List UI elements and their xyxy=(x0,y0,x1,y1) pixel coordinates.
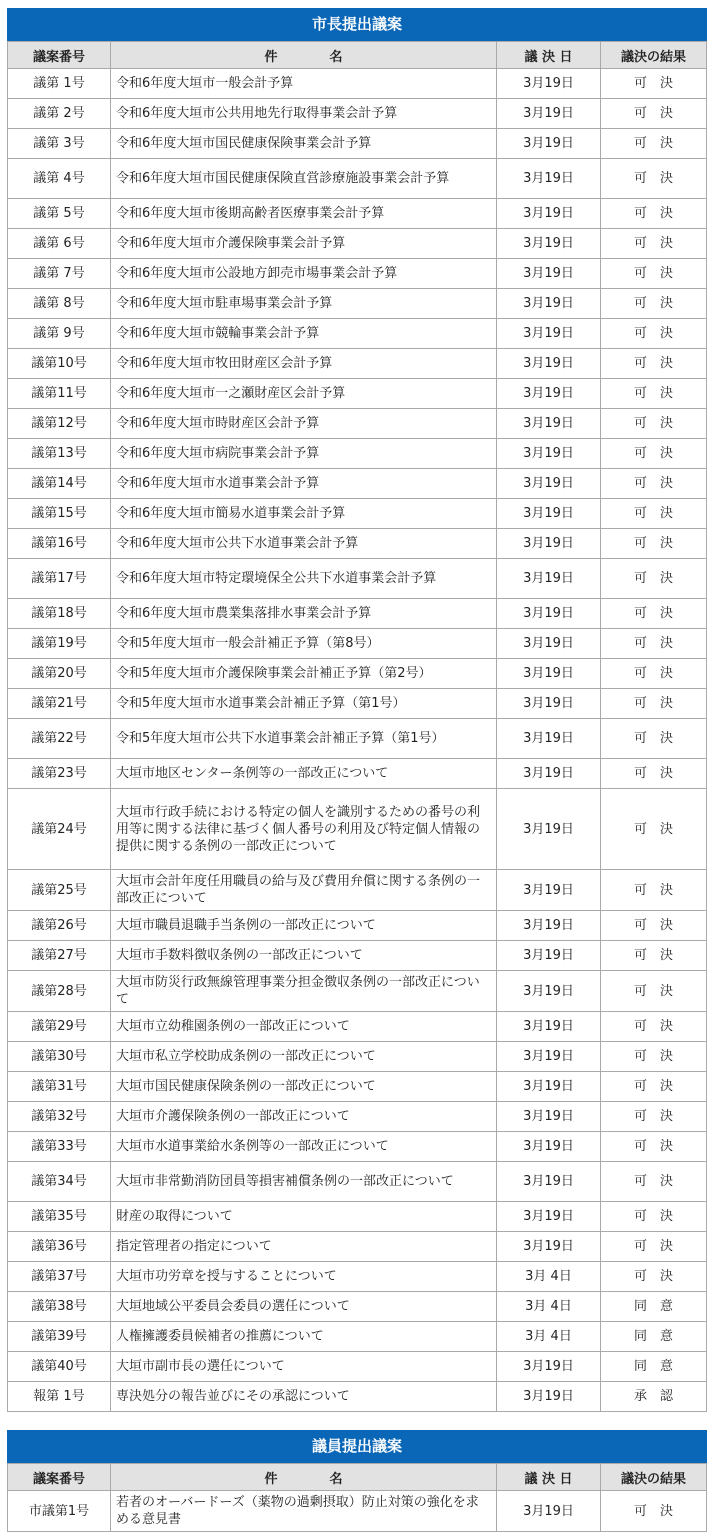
table-row xyxy=(8,689,707,719)
resolution-date: 3月19日 xyxy=(497,69,601,99)
table-row xyxy=(8,319,707,349)
bill-number: 議第18号 xyxy=(8,599,111,629)
table-row xyxy=(8,1491,707,1532)
bill-title: 令和5年度大垣市一般会計補正予算（第8号） xyxy=(111,629,497,659)
table-row xyxy=(8,870,707,911)
bill-number: 議第 5号 xyxy=(8,199,111,229)
resolution-date: 3月19日 xyxy=(497,229,601,259)
bill-number: 議第 1号 xyxy=(8,69,111,99)
table-row xyxy=(8,1072,707,1102)
resolution-date: 3月19日 xyxy=(497,719,601,759)
header-number: 議案番号 xyxy=(8,42,111,69)
bill-number: 議第28号 xyxy=(8,971,111,1012)
table-row xyxy=(8,911,707,941)
resolution-date: 3月19日 xyxy=(497,289,601,319)
resolution-date: 3月19日 xyxy=(497,911,601,941)
bill-number: 議第31号 xyxy=(8,1072,111,1102)
bill-title: 令和5年度大垣市水道事業会計補正予算（第1号） xyxy=(111,689,497,719)
table-row xyxy=(8,499,707,529)
bill-number: 議第19号 xyxy=(8,629,111,659)
bill-title: 大垣地域公平委員会委員の選任について xyxy=(111,1292,497,1322)
table-row xyxy=(8,469,707,499)
bill-number: 議第24号 xyxy=(8,789,111,870)
resolution-date: 3月 4日 xyxy=(497,1262,601,1292)
resolution-result: 可 決 xyxy=(601,229,707,259)
bill-title: 若者のオーバードーズ（薬物の過剰摂取）防止対策の強化を求める意見書 xyxy=(111,1491,497,1532)
bill-number: 議第23号 xyxy=(8,759,111,789)
resolution-result: 可 決 xyxy=(601,941,707,971)
header-row xyxy=(8,42,707,69)
table-row xyxy=(8,559,707,599)
resolution-date: 3月19日 xyxy=(497,469,601,499)
resolution-date: 3月19日 xyxy=(497,1202,601,1232)
table-row xyxy=(8,1262,707,1292)
bill-number: 議第11号 xyxy=(8,379,111,409)
resolution-result: 可 決 xyxy=(601,439,707,469)
header-date: 議 決 日 xyxy=(497,1464,601,1491)
resolution-result: 可 決 xyxy=(601,379,707,409)
mayor-bills-table xyxy=(7,8,707,1412)
resolution-date: 3月 4日 xyxy=(497,1322,601,1352)
bill-number: 議第 9号 xyxy=(8,319,111,349)
bill-number: 議第26号 xyxy=(8,911,111,941)
bill-title: 令和6年度大垣市後期高齢者医療事業会計予算 xyxy=(111,199,497,229)
bill-number: 議第37号 xyxy=(8,1262,111,1292)
resolution-date: 3月19日 xyxy=(497,559,601,599)
bill-title: 令和6年度大垣市国民健康保険事業会計予算 xyxy=(111,129,497,159)
resolution-result: 可 決 xyxy=(601,69,707,99)
bill-number: 議第13号 xyxy=(8,439,111,469)
resolution-date: 3月19日 xyxy=(497,319,601,349)
bill-title: 令和6年度大垣市競輪事業会計予算 xyxy=(111,319,497,349)
resolution-date: 3月19日 xyxy=(497,349,601,379)
resolution-result: 可 決 xyxy=(601,689,707,719)
table-row xyxy=(8,629,707,659)
resolution-result: 可 決 xyxy=(601,971,707,1012)
bill-number: 議第38号 xyxy=(8,1292,111,1322)
table-row xyxy=(8,789,707,870)
resolution-result: 可 決 xyxy=(601,529,707,559)
resolution-result: 同 意 xyxy=(601,1292,707,1322)
bill-number: 議第30号 xyxy=(8,1042,111,1072)
resolution-date: 3月19日 xyxy=(497,1232,601,1262)
member-bills-heading: 議員提出議案 xyxy=(7,1430,707,1463)
mayor-bills-body xyxy=(8,69,707,1412)
table-row xyxy=(8,69,707,99)
resolution-date: 3月19日 xyxy=(497,409,601,439)
bill-title: 専決処分の報告並びにその承認について xyxy=(111,1382,497,1412)
resolution-result: 可 決 xyxy=(601,159,707,199)
bill-number: 議第17号 xyxy=(8,559,111,599)
resolution-result: 可 決 xyxy=(601,349,707,379)
bill-title: 大垣市水道事業給水条例等の一部改正について xyxy=(111,1132,497,1162)
resolution-date: 3月19日 xyxy=(497,1162,601,1202)
resolution-result: 可 決 xyxy=(601,719,707,759)
bill-title: 大垣市立幼稚園条例の一部改正について xyxy=(111,1012,497,1042)
resolution-date: 3月19日 xyxy=(497,529,601,559)
table-row xyxy=(8,759,707,789)
bill-title: 令和6年度大垣市公共下水道事業会計予算 xyxy=(111,529,497,559)
resolution-date: 3月19日 xyxy=(497,439,601,469)
resolution-date: 3月19日 xyxy=(497,1102,601,1132)
bill-title: 大垣市行政手続における特定の個人を識別するための番号の利用等に関する法律に基づく個人番号の利用及び特定個人情報の提供に関する条例の一部改正について xyxy=(111,789,497,870)
resolution-result: 可 決 xyxy=(601,759,707,789)
resolution-date: 3月19日 xyxy=(497,129,601,159)
bill-number: 議第39号 xyxy=(8,1322,111,1352)
resolution-result: 可 決 xyxy=(601,911,707,941)
resolution-date: 3月19日 xyxy=(497,1382,601,1412)
bill-number: 議第27号 xyxy=(8,941,111,971)
resolution-result: 可 決 xyxy=(601,499,707,529)
table-row xyxy=(8,349,707,379)
table-row xyxy=(8,99,707,129)
bill-title: 財産の取得について xyxy=(111,1202,497,1232)
resolution-result: 可 決 xyxy=(601,129,707,159)
resolution-result: 同 意 xyxy=(601,1322,707,1352)
resolution-date: 3月19日 xyxy=(497,599,601,629)
bill-number: 議第 3号 xyxy=(8,129,111,159)
resolution-date: 3月19日 xyxy=(497,941,601,971)
header-row xyxy=(8,1464,707,1491)
bill-title: 人権擁護委員候補者の推薦について xyxy=(111,1322,497,1352)
resolution-date: 3月19日 xyxy=(497,789,601,870)
bill-title: 大垣市功労章を授与することについて xyxy=(111,1262,497,1292)
table-row xyxy=(8,1132,707,1162)
bill-title: 大垣市会計年度任用職員の給与及び費用弁償に関する条例の一部改正について xyxy=(111,870,497,911)
bill-title: 大垣市防災行政無線管理事業分担金徴収条例の一部改正について xyxy=(111,971,497,1012)
table-row xyxy=(8,409,707,439)
bill-title: 大垣市職員退職手当条例の一部改正について xyxy=(111,911,497,941)
bill-number: 議第 8号 xyxy=(8,289,111,319)
resolution-result: 可 決 xyxy=(601,1232,707,1262)
table-row xyxy=(8,719,707,759)
resolution-result: 可 決 xyxy=(601,1042,707,1072)
table-row xyxy=(8,599,707,629)
resolution-result: 承 認 xyxy=(601,1382,707,1412)
table-row xyxy=(8,971,707,1012)
resolution-date: 3月19日 xyxy=(497,159,601,199)
header-number: 議案番号 xyxy=(8,1464,111,1491)
bill-number: 議第16号 xyxy=(8,529,111,559)
resolution-result: 可 決 xyxy=(601,659,707,689)
member-bills-body xyxy=(8,1491,707,1532)
bill-number: 議第29号 xyxy=(8,1012,111,1042)
resolution-result: 可 決 xyxy=(601,1262,707,1292)
bill-title: 令和6年度大垣市簡易水道事業会計予算 xyxy=(111,499,497,529)
resolution-result: 可 決 xyxy=(601,259,707,289)
resolution-result: 可 決 xyxy=(601,319,707,349)
resolution-date: 3月19日 xyxy=(497,379,601,409)
bill-number: 報第 1号 xyxy=(8,1382,111,1412)
table-row xyxy=(8,439,707,469)
bill-number: 議第35号 xyxy=(8,1202,111,1232)
resolution-date: 3月19日 xyxy=(497,629,601,659)
bill-title: 令和6年度大垣市駐車場事業会計予算 xyxy=(111,289,497,319)
resolution-date: 3月 4日 xyxy=(497,1292,601,1322)
table-row xyxy=(8,1292,707,1322)
table-row xyxy=(8,1012,707,1042)
table-row xyxy=(8,379,707,409)
bill-title: 令和6年度大垣市病院事業会計予算 xyxy=(111,439,497,469)
table-row xyxy=(8,289,707,319)
resolution-result: 可 決 xyxy=(601,599,707,629)
bill-title: 令和6年度大垣市介護保険事業会計予算 xyxy=(111,229,497,259)
header-title: 件 名 xyxy=(111,1464,497,1491)
resolution-result: 可 決 xyxy=(601,469,707,499)
bill-title: 令和6年度大垣市牧田財産区会計予算 xyxy=(111,349,497,379)
resolution-result: 同 意 xyxy=(601,1352,707,1382)
bill-number: 議第12号 xyxy=(8,409,111,439)
bill-number: 議第 7号 xyxy=(8,259,111,289)
bill-number: 議第 2号 xyxy=(8,99,111,129)
member-bills-table xyxy=(7,1430,707,1532)
resolution-date: 3月19日 xyxy=(497,199,601,229)
bill-number: 議第40号 xyxy=(8,1352,111,1382)
bill-title: 令和6年度大垣市国民健康保険直営診療施設事業会計予算 xyxy=(111,159,497,199)
table-row xyxy=(8,199,707,229)
bill-title: 大垣市手数料徴収条例の一部改正について xyxy=(111,941,497,971)
bill-title: 令和5年度大垣市介護保険事業会計補正予算（第2号） xyxy=(111,659,497,689)
bill-title: 大垣市介護保険条例の一部改正について xyxy=(111,1102,497,1132)
bill-title: 令和6年度大垣市時財産区会計予算 xyxy=(111,409,497,439)
table-row xyxy=(8,1042,707,1072)
resolution-date: 3月19日 xyxy=(497,99,601,129)
table-row xyxy=(8,659,707,689)
bill-title: 大垣市副市長の選任について xyxy=(111,1352,497,1382)
resolution-date: 3月19日 xyxy=(497,1491,601,1532)
bill-number: 議第 6号 xyxy=(8,229,111,259)
resolution-result: 可 決 xyxy=(601,559,707,599)
bill-title: 大垣市私立学校助成条例の一部改正について xyxy=(111,1042,497,1072)
resolution-result: 可 決 xyxy=(601,870,707,911)
table-row xyxy=(8,941,707,971)
resolution-result: 可 決 xyxy=(601,1012,707,1042)
table-row xyxy=(8,1232,707,1262)
resolution-result: 可 決 xyxy=(601,99,707,129)
table-row xyxy=(8,529,707,559)
table-row xyxy=(8,1382,707,1412)
resolution-result: 可 決 xyxy=(601,199,707,229)
bill-number: 議第10号 xyxy=(8,349,111,379)
bill-number: 議第22号 xyxy=(8,719,111,759)
bill-number: 議第20号 xyxy=(8,659,111,689)
bill-title: 令和6年度大垣市公設地方卸売市場事業会計予算 xyxy=(111,259,497,289)
resolution-result: 可 決 xyxy=(601,1102,707,1132)
table-row xyxy=(8,259,707,289)
resolution-result: 可 決 xyxy=(601,1202,707,1232)
resolution-result: 可 決 xyxy=(601,409,707,439)
table-row xyxy=(8,1202,707,1232)
resolution-date: 3月19日 xyxy=(497,499,601,529)
resolution-date: 3月19日 xyxy=(497,1072,601,1102)
resolution-date: 3月19日 xyxy=(497,1012,601,1042)
resolution-result: 可 決 xyxy=(601,1132,707,1162)
table-row xyxy=(8,129,707,159)
resolution-date: 3月19日 xyxy=(497,759,601,789)
bill-title: 令和6年度大垣市農業集落排水事業会計予算 xyxy=(111,599,497,629)
resolution-date: 3月19日 xyxy=(497,659,601,689)
bill-title: 令和6年度大垣市一般会計予算 xyxy=(111,69,497,99)
table-row xyxy=(8,229,707,259)
bill-title: 令和6年度大垣市公共用地先行取得事業会計予算 xyxy=(111,99,497,129)
resolution-result: 可 決 xyxy=(601,1072,707,1102)
bill-title: 大垣市非常勤消防団員等損害補償条例の一部改正について xyxy=(111,1162,497,1202)
resolution-date: 3月19日 xyxy=(497,1132,601,1162)
resolution-result: 可 決 xyxy=(601,1491,707,1532)
resolution-result: 可 決 xyxy=(601,289,707,319)
resolution-result: 可 決 xyxy=(601,1162,707,1202)
bill-number: 議第36号 xyxy=(8,1232,111,1262)
header-result: 議決の結果 xyxy=(601,1464,707,1491)
table-row xyxy=(8,1102,707,1132)
bill-title: 令和5年度大垣市公共下水道事業会計補正予算（第1号） xyxy=(111,719,497,759)
table-row xyxy=(8,159,707,199)
bill-number: 議第32号 xyxy=(8,1102,111,1132)
table-row xyxy=(8,1352,707,1382)
bill-number: 議第15号 xyxy=(8,499,111,529)
bill-title: 大垣市国民健康保険条例の一部改正について xyxy=(111,1072,497,1102)
bill-title: 令和6年度大垣市水道事業会計予算 xyxy=(111,469,497,499)
resolution-result: 可 決 xyxy=(601,789,707,870)
header-title: 件 名 xyxy=(111,42,497,69)
bill-number: 議第34号 xyxy=(8,1162,111,1202)
header-date: 議 決 日 xyxy=(497,42,601,69)
header-result: 議決の結果 xyxy=(601,42,707,69)
resolution-date: 3月19日 xyxy=(497,259,601,289)
bill-title: 令和6年度大垣市一之瀬財産区会計予算 xyxy=(111,379,497,409)
bill-title: 指定管理者の指定について xyxy=(111,1232,497,1262)
table-row xyxy=(8,1322,707,1352)
bill-number: 議第14号 xyxy=(8,469,111,499)
bill-number: 議第21号 xyxy=(8,689,111,719)
resolution-date: 3月19日 xyxy=(497,689,601,719)
resolution-date: 3月19日 xyxy=(497,1352,601,1382)
bill-title: 令和6年度大垣市特定環境保全公共下水道事業会計予算 xyxy=(111,559,497,599)
bill-number: 議第25号 xyxy=(8,870,111,911)
bill-number: 市議第1号 xyxy=(8,1491,111,1532)
mayor-bills-heading: 市長提出議案 xyxy=(7,8,707,41)
table-row xyxy=(8,1162,707,1202)
resolution-date: 3月19日 xyxy=(497,971,601,1012)
bill-number: 議第 4号 xyxy=(8,159,111,199)
resolution-date: 3月19日 xyxy=(497,870,601,911)
bill-title: 大垣市地区センター条例等の一部改正について xyxy=(111,759,497,789)
bill-number: 議第33号 xyxy=(8,1132,111,1162)
resolution-result: 可 決 xyxy=(601,629,707,659)
resolution-date: 3月19日 xyxy=(497,1042,601,1072)
